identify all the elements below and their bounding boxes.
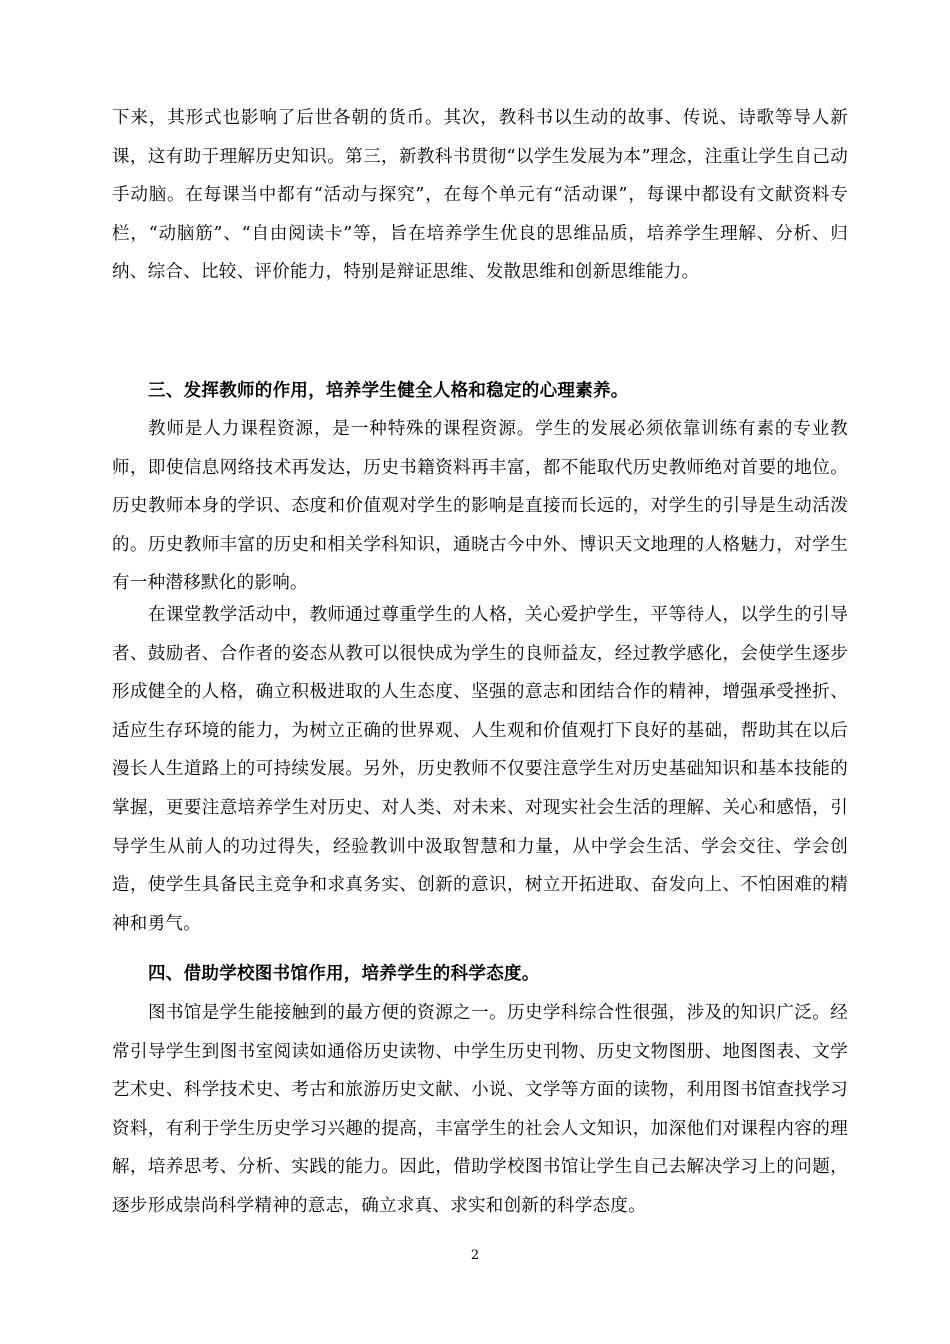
- paragraph-continued: 下来，其形式也影响了后世各朝的货币。其次，教科书以生动的故事、传说、诗歌等导人新课，这有助于理解历史知识。第三，新教科书贯彻“以学生发展为本”理念，注重让学生自己动手动脑。在每课当中都有“活动与探究”，在每个单元有“活动课”，每课中都设有文献资料专栏，“动脑筋”、“自由阅读卡”等，旨在培养学生优良的思维品质，培养学生理解、分析、归纳、综合、比较、评价能力，特别是辩证思维、发散思维和创新思维能力。: [112, 108, 848, 283]
- section-heading-3: 三、发挥教师的作用，培养学生健全人格和稳定的心理素养。: [148, 381, 629, 401]
- section-heading-4: 四、借助学校图书馆作用，培养学生的科学态度。: [148, 964, 540, 984]
- paragraph-teacher-role: 教师是人力课程资源，是一种特殊的课程资源。学生的发展必须依靠训练有素的专业教师，即使信息网络技术再发达，历史书籍资料再丰富，都不能取代历史教师绝对首要的地位。历史教师本身的学识、态度和价值观对学生的影响是直接而长远的，对学生的引导是生动活泼的。历史教师丰富的历史和相关学科知识，通晓古今中外、博识天文地理的人格魅力，对学生有一种潜移默化的影响。: [112, 419, 848, 594]
- paragraph-classroom-activity: 在课堂教学活动中，教师通过尊重学生的人格，关心爱护学生，平等待人，以学生的引导者、鼓励者、合作者的姿态从教可以很快成为学生的良师益友，经过教学感化，会使学生逐步形成健全的人格，确立积极进取的人生态度、坚强的意志和团结合作的精神，增强承受挫折、适应生存环境的能力，为树立正确的世界观、人生观和价值观打下良好的基础，帮助其在以后漫长人生道路上的可持续发展。另外，历史教师不仅要注意学生对历史基础知识和基本技能的掌握，更要注意培养学生对历史、对人类、对未来、对现实社会生活的理解、关心和感悟，引导学生从前人的功过得失，经验教训中汲取智慧和力量，从中学会生活、学会交往、学会创造，使学生具备民主竞争和求真务实、创新的意识，树立开拓进取、奋发向上、不怕困难的精神和勇气。: [112, 605, 848, 934]
- page-number: 2: [470, 1248, 480, 1263]
- paragraph-library: 图书馆是学生能接触到的最方便的资源之一。历史学科综合性很强，涉及的知识广泛。经常引导学生到图书室阅读如通俗历史读物、中学生历史刊物、历史文物图册、地图图表、文学艺术史、科学技术史、考古和旅游历史文献、小说、文学等方面的读物，利用图书馆查找学习资料，有利于学生历史学习兴趣的提高，丰富学生的社会人文知识，加深他们对课程内容的理解，培养思考、分析、实践的能力。因此，借助学校图书馆让学生自己去解决学习上的问题，逐步形成崇尚科学精神的意志，确立求真、求实和创新的科学态度。: [112, 1003, 848, 1216]
